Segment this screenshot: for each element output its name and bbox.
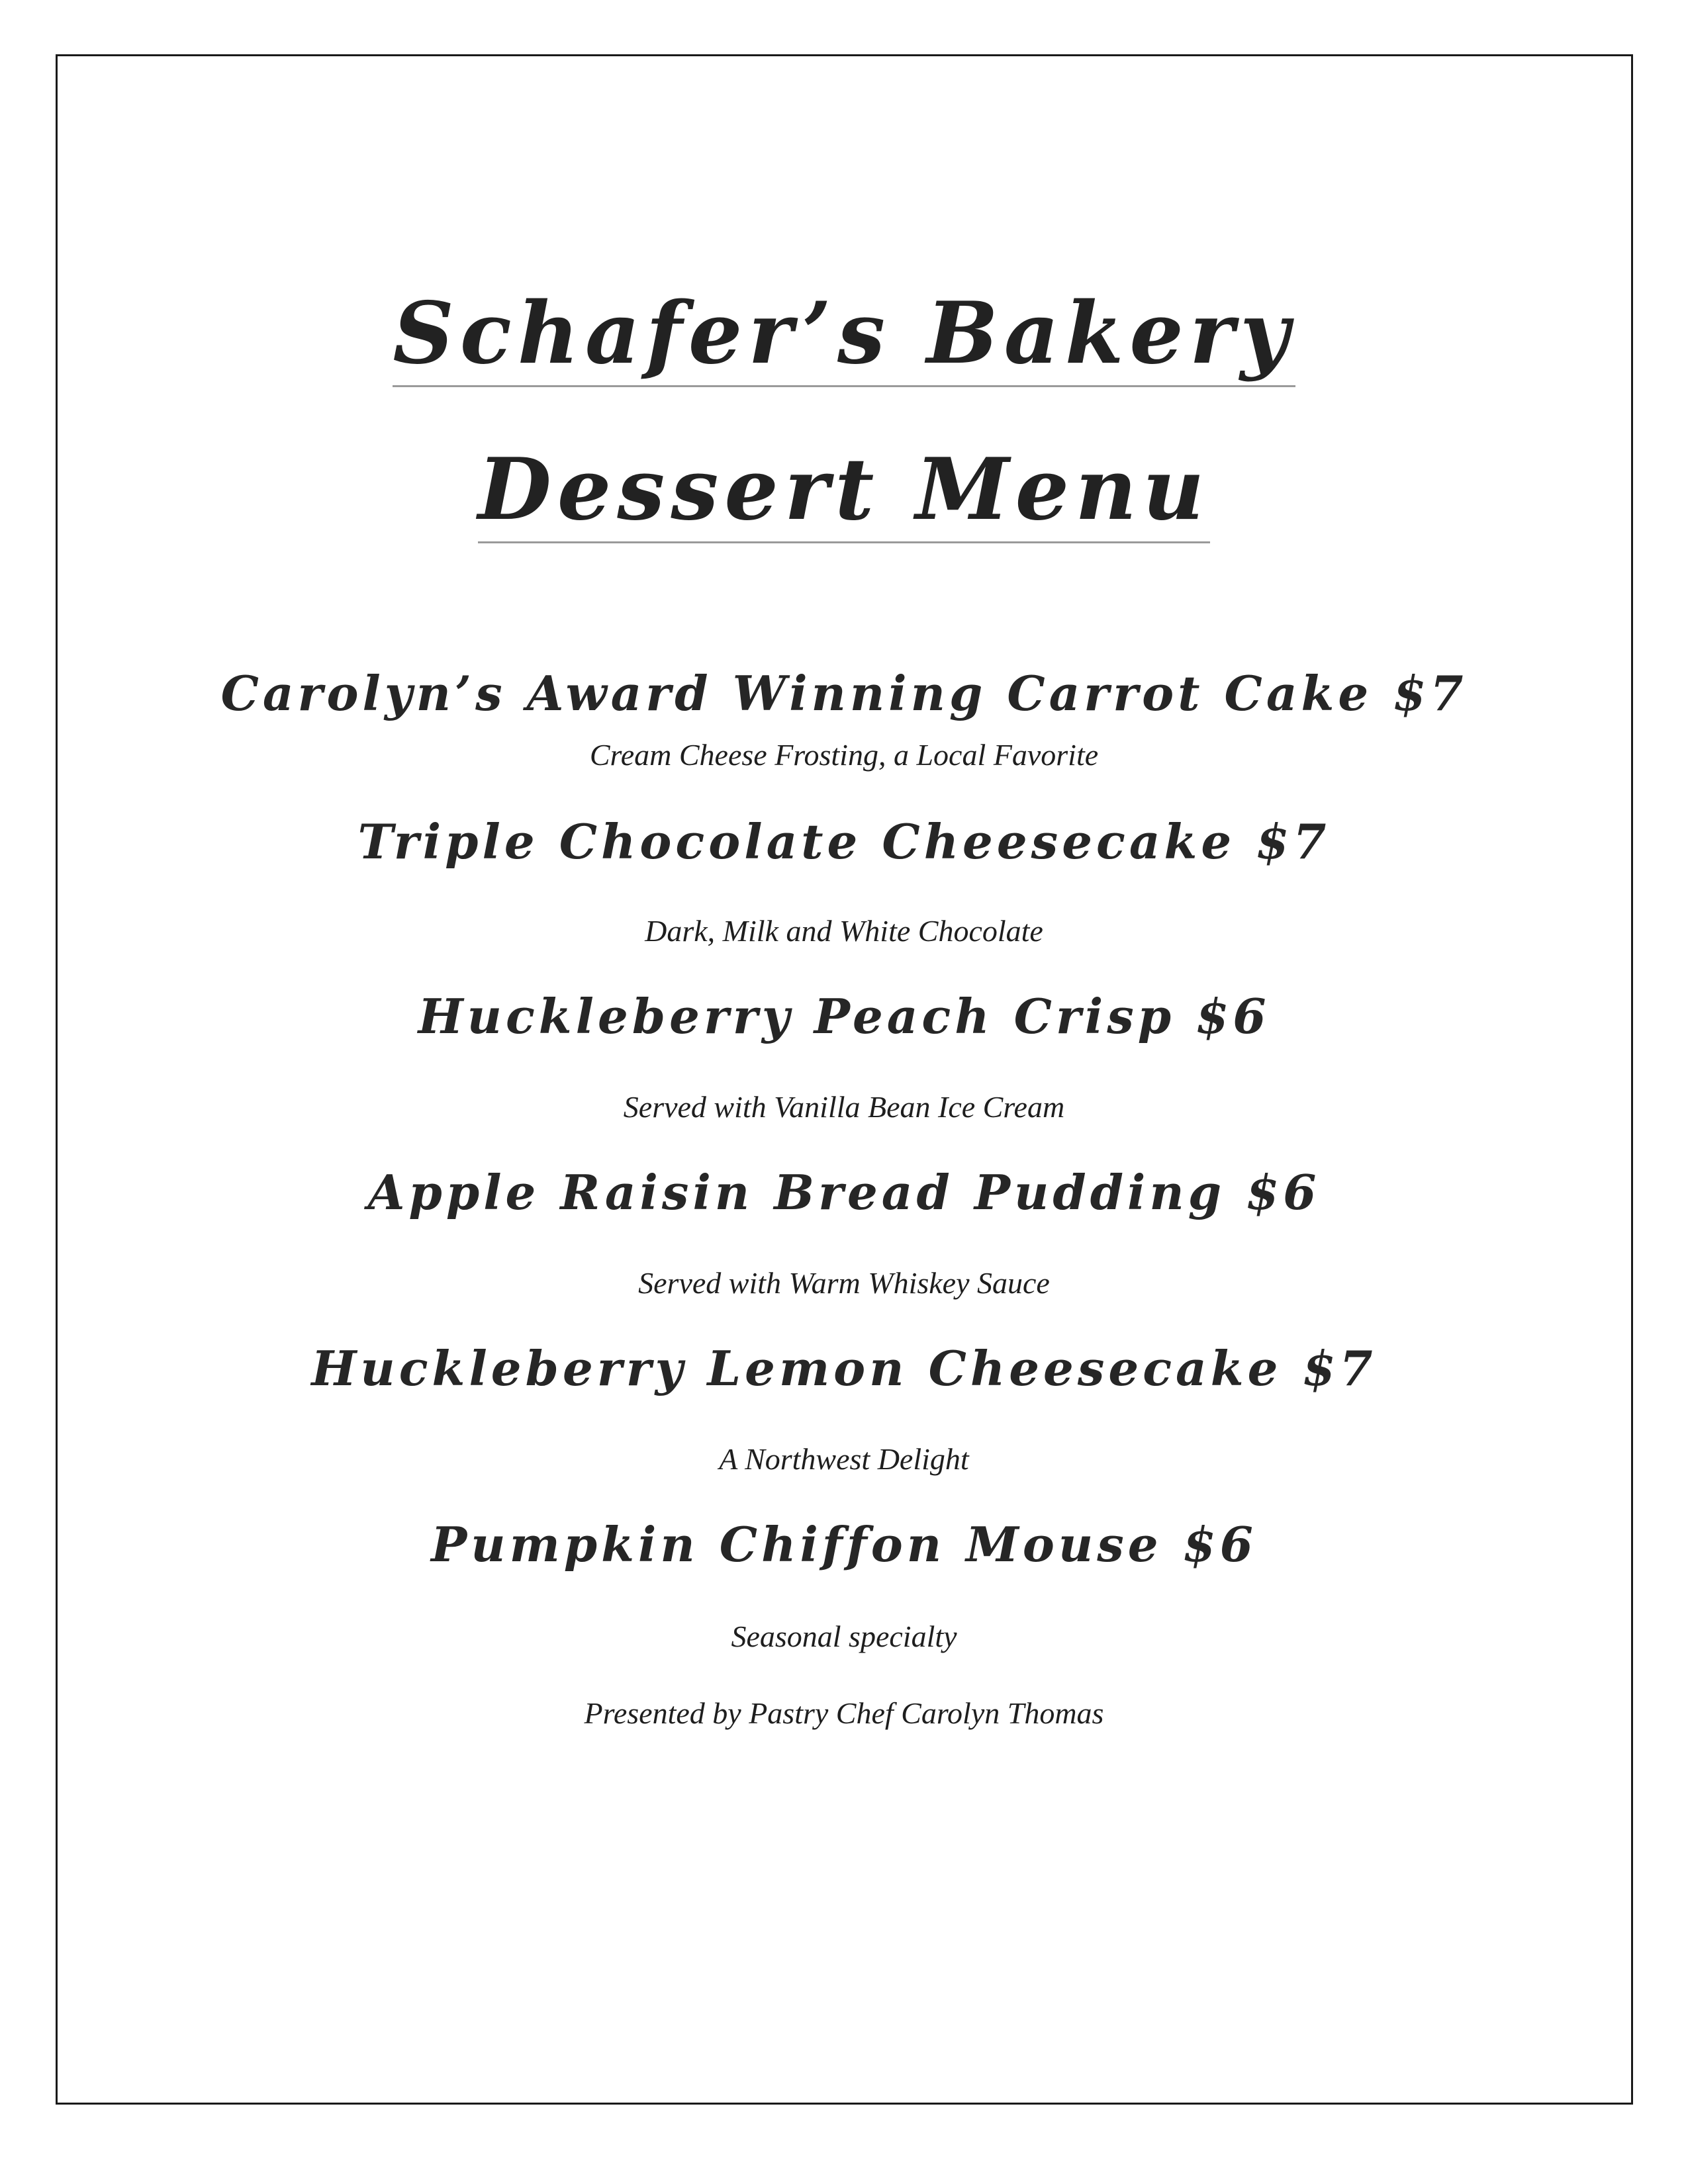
menu-title: Dessert Menu — [478, 447, 1210, 543]
menu-item-name: Carolyn’s Award Winning Carrot Cake $7 — [220, 665, 1468, 721]
menu-item-description: Served with Warm Whiskey Sauce — [638, 1266, 1050, 1300]
menu-title-heading — [0, 440, 1688, 543]
menu-item-name: Huckleberry Peach Crisp $6 — [418, 988, 1270, 1044]
menu-item-name: Huckleberry Lemon Cheesecake $7 — [311, 1340, 1377, 1396]
menu-item-description: Dark, Milk and White Chocolate — [645, 914, 1043, 948]
pastry-chef-credit: Presented by Pastry Chef Carolyn Thomas — [584, 1696, 1104, 1730]
menu-item-description: Served with Vanilla Bean Ice Cream — [623, 1090, 1065, 1124]
menu-item-description: Seasonal specialty — [731, 1619, 957, 1653]
menu-item-description: A Northwest Delight — [719, 1442, 969, 1476]
menu-item-name: Triple Chocolate Cheesecake $7 — [357, 813, 1331, 870]
bakery-name: Schafer’s Bakery — [393, 291, 1295, 387]
menu-item-name: Pumpkin Chiffon Mouse $6 — [431, 1516, 1257, 1572]
menu-item-name: Apple Raisin Bread Pudding $6 — [367, 1164, 1321, 1220]
menu-item-description: Cream Cheese Frosting, a Local Favorite — [589, 738, 1099, 772]
bakery-name-heading — [0, 284, 1688, 387]
